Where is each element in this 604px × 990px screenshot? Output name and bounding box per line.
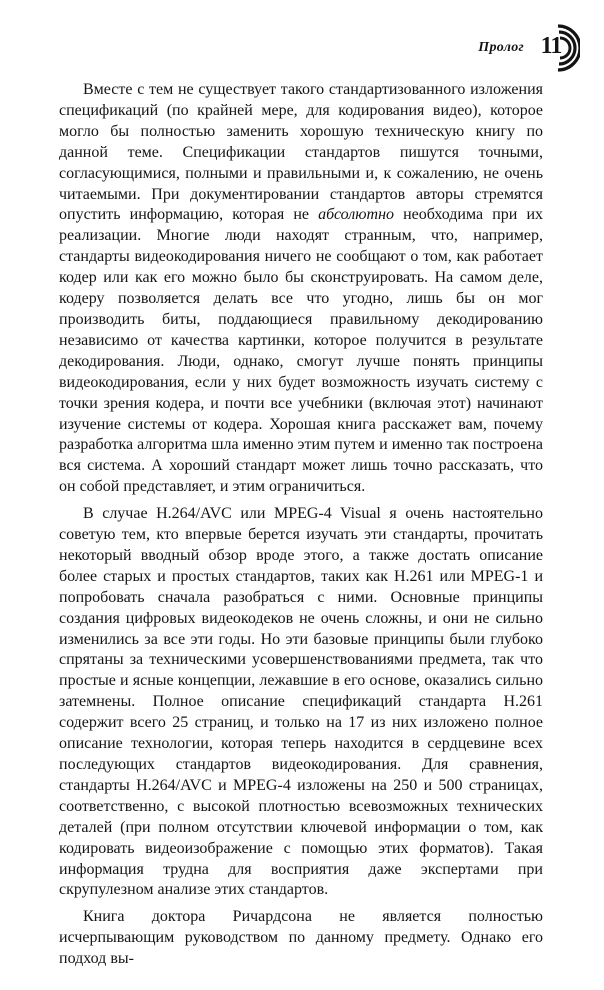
page-number-badge — [534, 22, 580, 74]
text-run: В случае H.264/AVC или MPEG-4 Visual я очень настоятельно советую тем, кто впервые берется изучать эти стандарты, прочитать некоторый вводный обзор вроде этого, а также достать описание более старых и простых стандартов, таких как H.261 или MPEG-1 и попробовать сначала разобраться с ними. Основные принципы создания цифровых видеокодеков не очень сложны, и они не сильно изменились за все эти годы. Но эти базовые принципы были глубоко спрятаны за техническими усовершенствованиями предмета, так что простые и ясные концепции, лежавшие в его основе, оказались сильно затемнены. Полное описание спецификаций стандарта H.261 содержит всего 25 страниц, и только на 17 из них изложено полное описание технологии, которая теперь находится в сердцевине всех последующих стандартов видеокодирования. Для сравнения, стандарты H.264/AVC и MPEG-4 изложены на 250 и 500 страницах, соответственно, с высокой плотностью всевозможных технических деталей (при полном отсутствии ключевой информации о том, как кодировать видеоизображение с помощью этих форматов). Такая информация трудна для восприятия даже экспертами при скрупулезном анализе этих стандартов. — [59, 505, 543, 899]
text-run: Вместе с тем не существует такого стандартизованного изложения спецификаций (по крайней мере, для кодирования видео), которое могло бы полностью заменить хорошую техническую книгу по данной теме. Спецификации стандартов пишутся точными, согласующимися, полными и правильными и, к сожалению, не очень читаемыми. При документировании стандартов авторы стремятся опустить информацию, которая не — [59, 81, 543, 224]
running-title: Пролог — [478, 40, 524, 55]
text-run: Книга доктора Ричардсона не является полностью исчерпывающим руководством по данному предмету. Однако его подход вы- — [59, 908, 543, 968]
page-number: 11 — [540, 33, 562, 59]
paragraph — [59, 80, 543, 498]
emphasis-text: абсолютно — [318, 206, 394, 224]
paragraph — [59, 907, 543, 970]
paragraph — [59, 504, 543, 901]
running-header — [478, 22, 580, 74]
text-run: необходима при их реализации. Многие люди находят странным, что, например, стандарты видеокодирования ничего не сообщают о том, как работает кодер или как его можно было бы сконструировать. На самом деле, кодеру позволяется делать все что угодно, лишь бы он мог производить биты, поддающиеся правильному декодированию независимо от качества картинки, которое получится в результате декодирования. Люди, однако, смогут лучше понять принципы видеокодирования, если у них будет возможность изучать систему с точки зрения кодера, и почти все учебники (включая этот) начинают изучение системы от кодера. Хорошая книга расскажет вам, почему разработка алгоритма шла именно этим путем и именно так построена вся система. А хороший стандарт может лишь точно рассказать, что он собой представляет, и этим ограничиться. — [59, 206, 544, 496]
main-text — [59, 80, 543, 970]
